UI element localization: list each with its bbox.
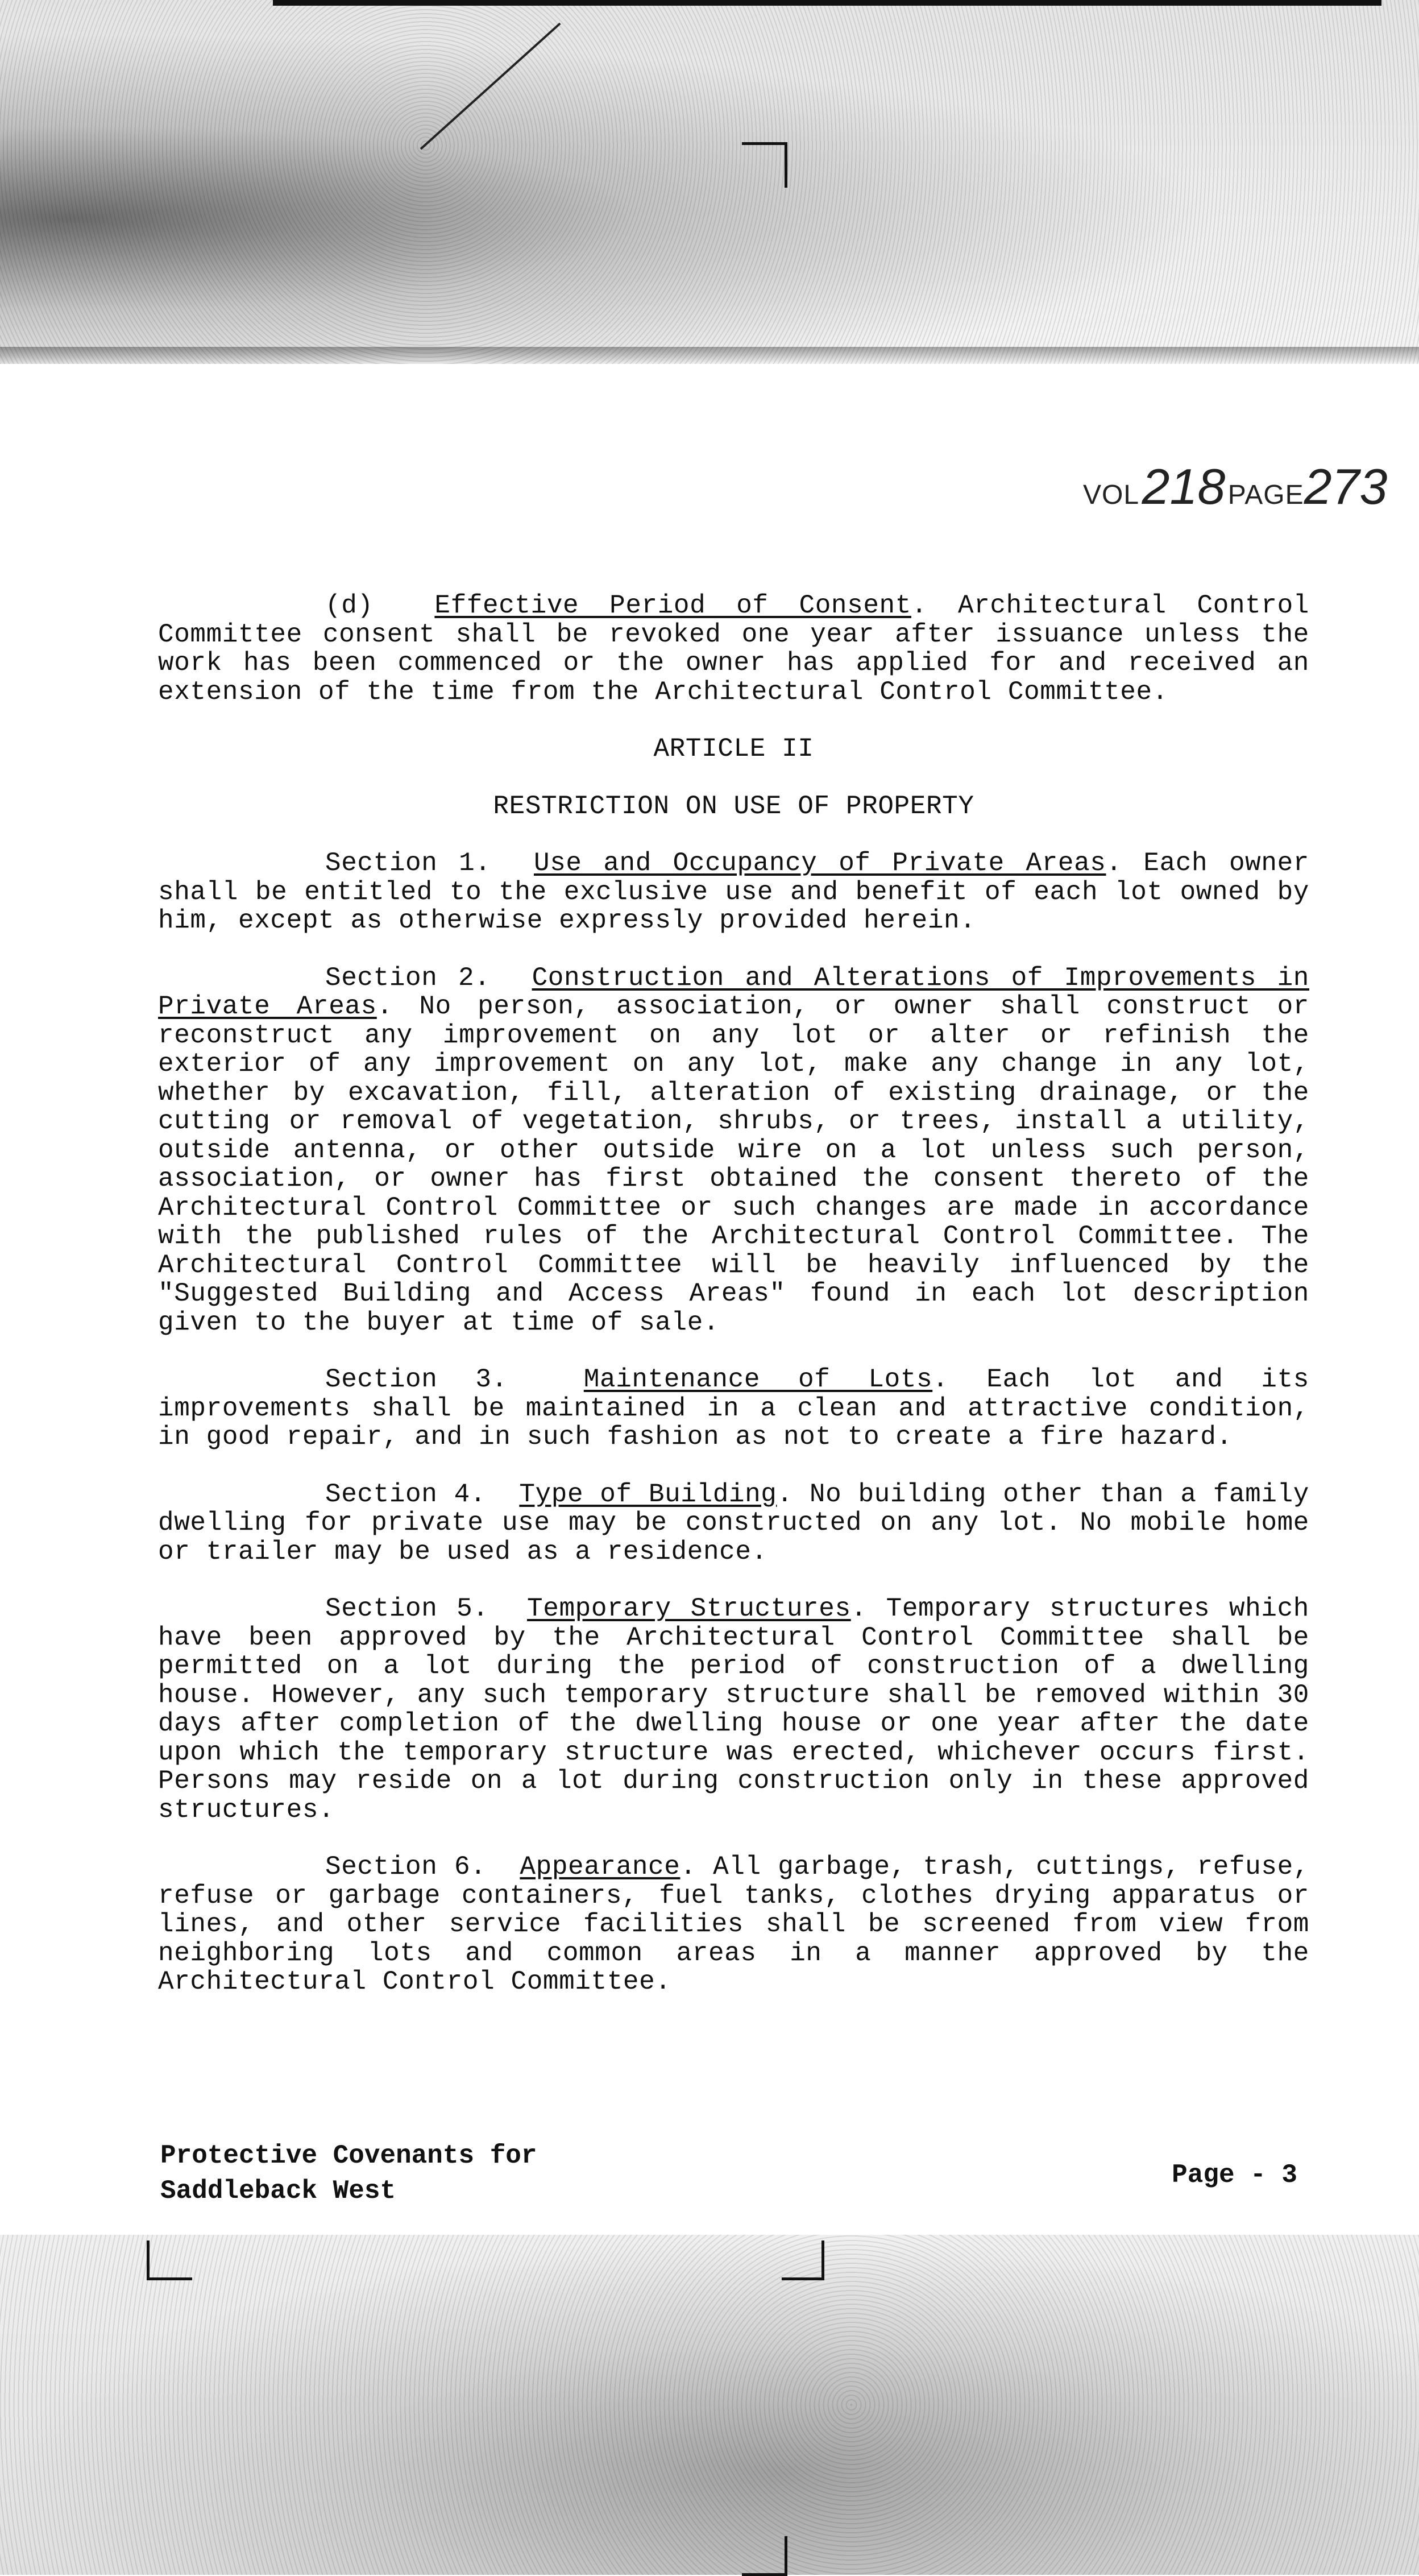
section-label: Section 2. (325, 963, 491, 993)
page-number: 273 (1304, 458, 1388, 515)
section-3 (158, 1365, 1309, 1452)
article-title: RESTRICTION ON USE OF PROPERTY (493, 791, 974, 821)
section-6 (158, 1853, 1309, 1997)
section-text: . No building other than a family dwelling for private use may be constructed on any lot. No mobile home or trailer may be used as a residence. (158, 1479, 1309, 1567)
footer-title: Protective Covenants for Saddleback West (160, 2141, 537, 2206)
crop-mark-top (742, 142, 787, 188)
vol-label: VOL (1083, 480, 1140, 510)
section-label: Section 5. (325, 1594, 489, 1624)
scan-band-edge (0, 347, 1419, 364)
document-body (158, 591, 1309, 1997)
article-number: ARTICLE II (653, 734, 814, 764)
vol-number: 218 (1142, 458, 1226, 515)
crop-mark-bottom-lower (742, 2536, 787, 2576)
scan-top-edge (273, 0, 1381, 6)
section-4 (158, 1480, 1309, 1567)
crop-mark-bottom-center (782, 2240, 824, 2280)
footer-page-number: Page - 3 (1172, 2160, 1297, 2190)
section-title: Appearance (520, 1852, 681, 1882)
section-title: Temporary Structures (527, 1594, 851, 1624)
consent-title: Effective Period of Consent (434, 591, 911, 620)
section-label: Section 4. (325, 1479, 486, 1509)
section-text: . All garbage, trash, cuttings, refuse, refuse or garbage containers, fuel tanks, clothes drying apparatus or lines, and other service facilities shall be screened from view from neighboring lots and common areas in a manner approved by the Architectural Control Committee. (158, 1852, 1309, 1997)
section-text: . No person, association, or owner shall construct or reconstruct any improvement on any lot or alter or refinish the exterior of any improvement on any lot, make any change in any lot, whether by excavation, fill, alteration of existing drainage, or the cutting or removal of vegetation, shrubs, or trees, install a utility, outside antenna, or other outside wire on a lot unless such person, association, or owner has first obtained the consent thereto of the Architectural Control Committee or such changes are made in accordance with the published rules of the Architectural Control Committee. The Architectural Control Committee will be heavily influenced by the "Suggested Building and Access Areas" found in each lot description given to the buyer at time of sale. (158, 992, 1309, 1337)
crop-mark-bottom-left (147, 2240, 192, 2280)
section-2 (158, 964, 1309, 1337)
section-title: Type of Building (519, 1479, 777, 1509)
section-title: Maintenance of Lots (583, 1365, 933, 1394)
section-title: Construction and Alterations of Improvements in Private Areas (158, 963, 1309, 1021)
section-label: Section 3. (325, 1365, 508, 1394)
section-1 (158, 849, 1309, 935)
section-title: Use and Occupancy of Private Areas (534, 848, 1106, 878)
page-label: PAGE (1227, 480, 1304, 510)
section-text: . Each owner shall be entitled to the exclusive use and benefit of each lot owned by him, except as otherwise expressly provided herein. (158, 848, 1309, 935)
consent-label: (d) (325, 591, 374, 620)
section-text: . Temporary structures which have been approved by the Architectural Control Committee shall be permitted on a lot during the period of construction of a dwelling house. However, any such temporary structure shall be removed within 30 days after completion of the dwelling house or one year after the date upon which the temporary structure was erected, whichever occurs first. Persons may reside on a lot during construction only in these approved structures. (158, 1594, 1309, 1825)
consent-text: . Architectural Control Committee consent shall be revoked one year after issuance unless the work has been commenced or the owner has applied for and received an extension of the time from the Architectural Control Committee. (158, 591, 1309, 707)
scan-noise-top (0, 0, 1419, 364)
scan-noise-bottom (0, 2235, 1419, 2575)
consent-paragraph (158, 591, 1309, 706)
section-5 (158, 1595, 1309, 1824)
section-text: . Each lot and its improvements shall be maintained in a clean and attractive condition, in good repair, and in such fashion as not to create a fire hazard. (158, 1365, 1310, 1452)
section-label: Section 6. (325, 1852, 487, 1882)
volume-page-stamp (1083, 458, 1388, 520)
section-label: Section 1. (325, 848, 491, 878)
